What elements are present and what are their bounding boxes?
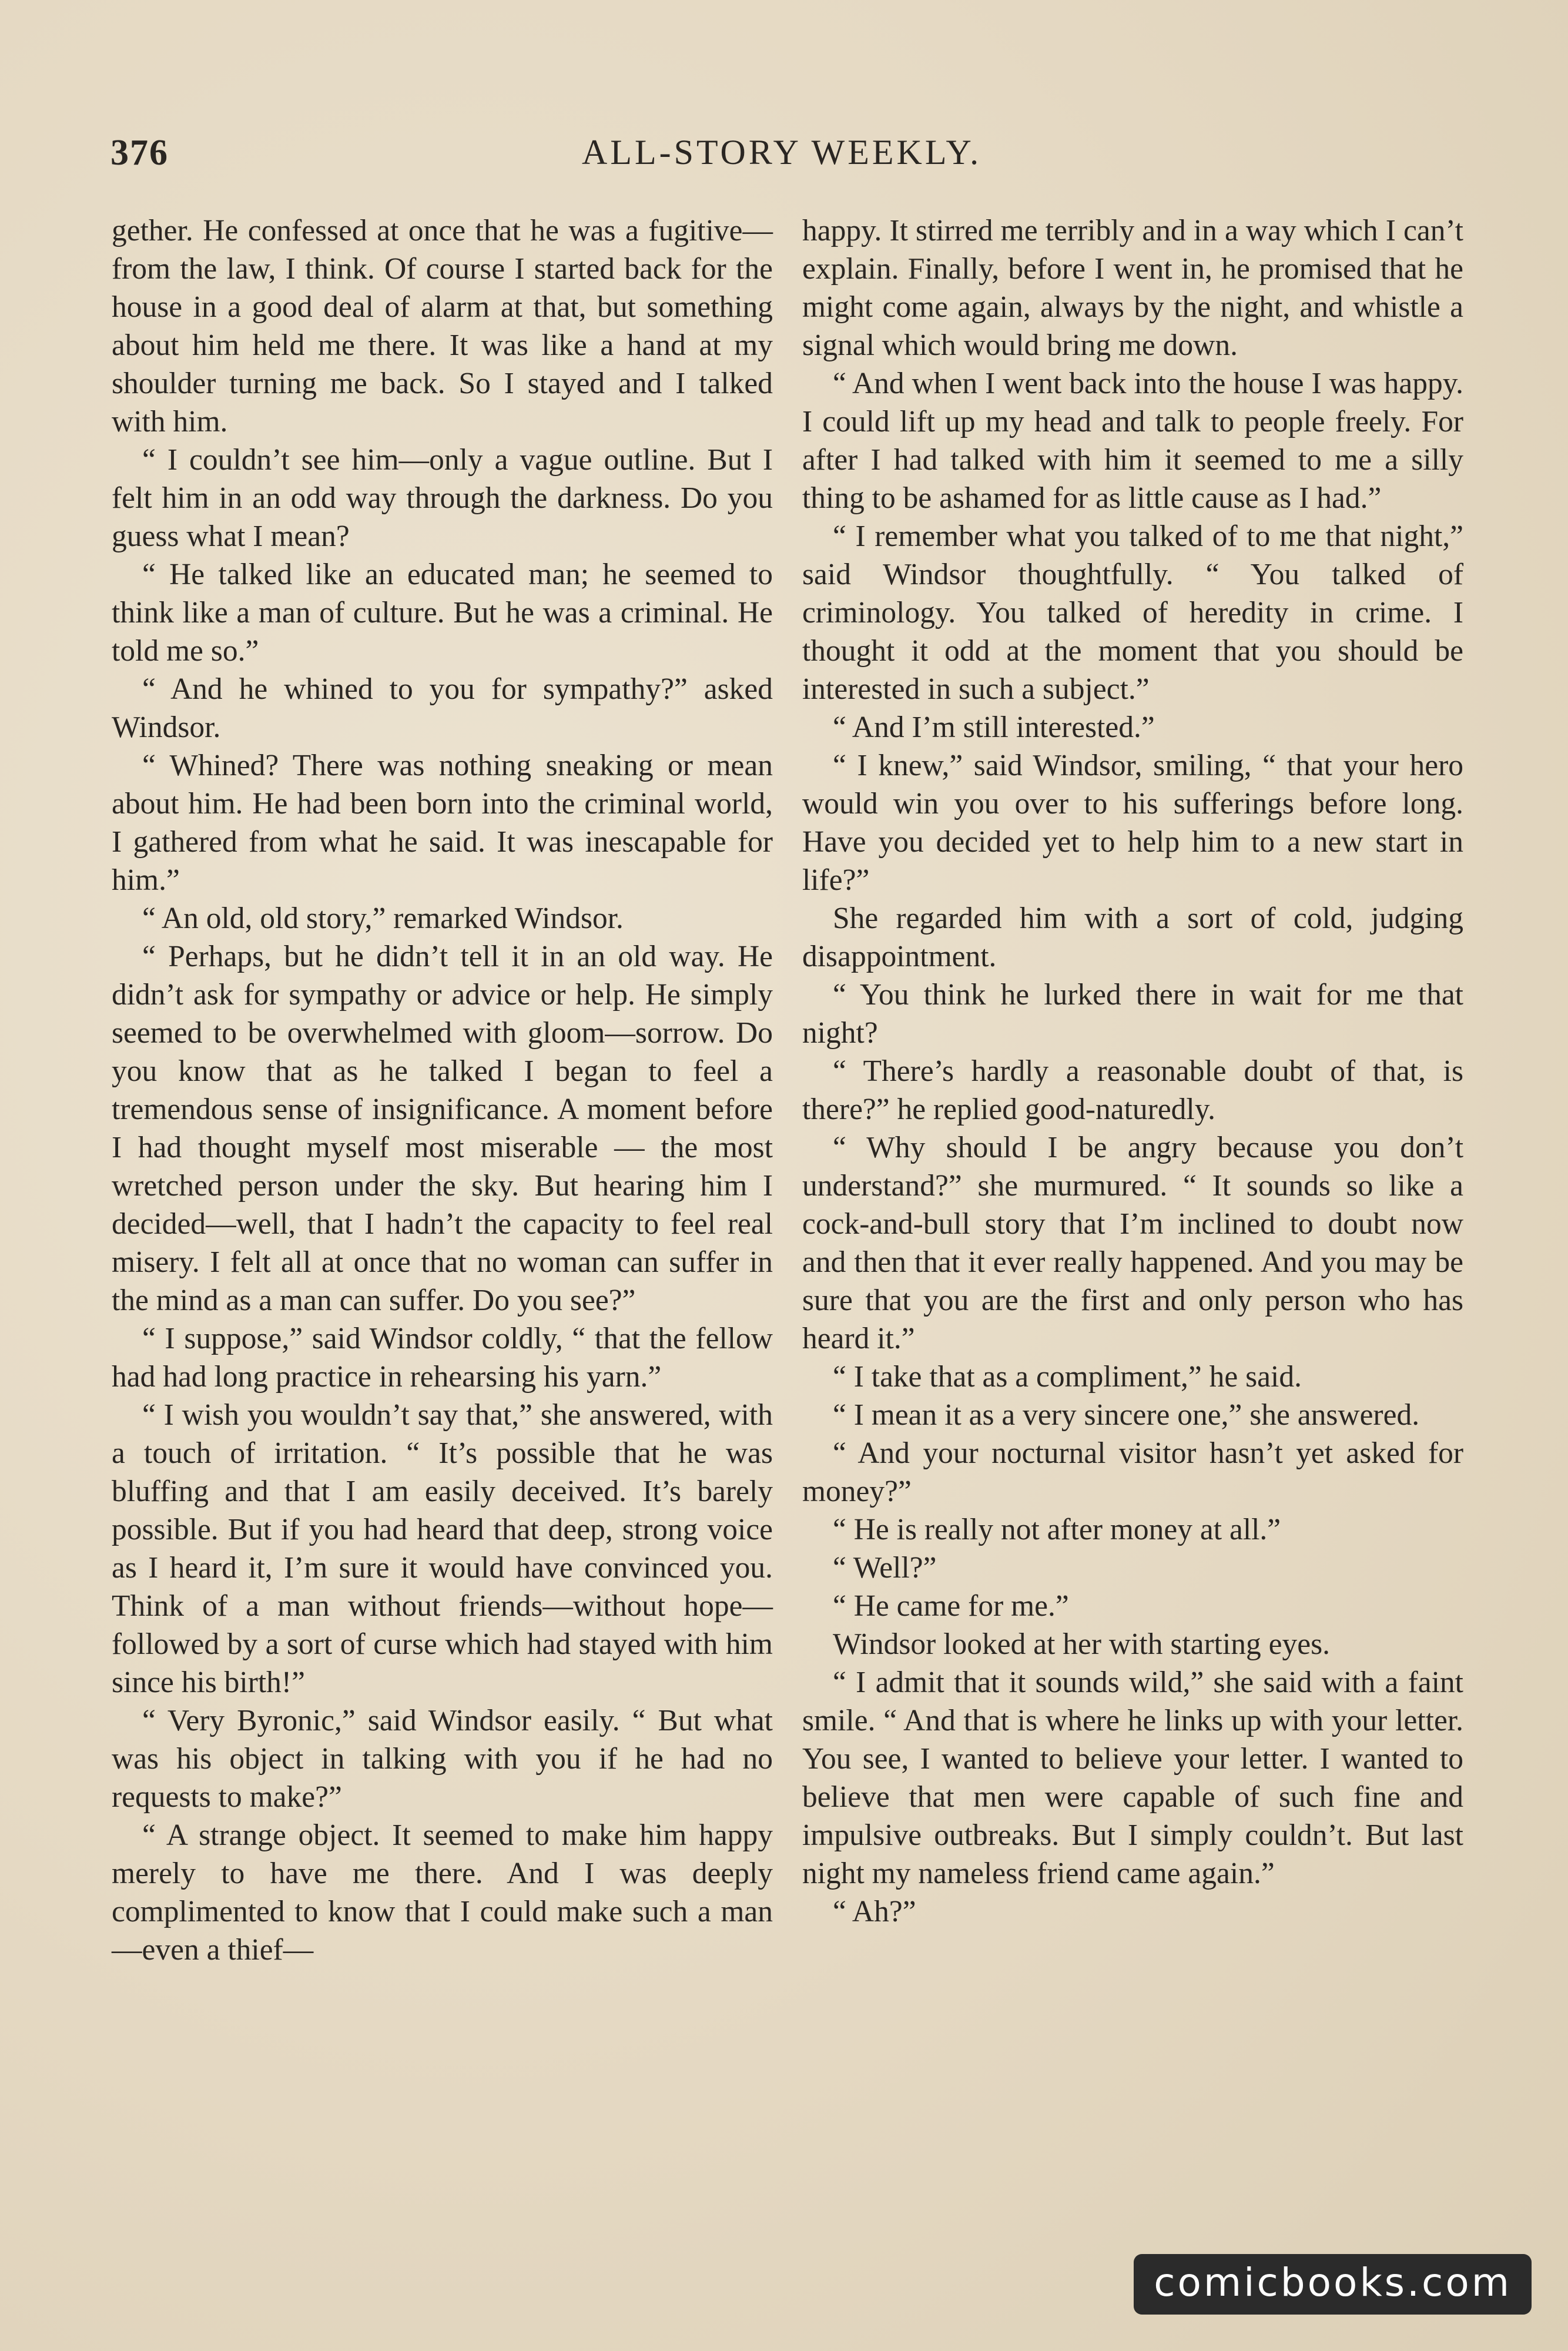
- paragraph: “ An old, old story,” remarked Windsor.: [142, 902, 624, 935]
- paragraph: “ He came for me.”: [833, 1589, 1069, 1623]
- paragraph: gether. He confessed at once that he was a fugitive—from the law, I think. Of course I started back for the house in a good deal of alarm at that, but something about him held me there. It was like a hand at my shoulder turning me back. So I stayed and I talked with him.: [112, 214, 773, 438]
- paragraph: “ He talked like an educated man; he seemed to think like a man of culture. But he was a criminal. He told me so.”: [112, 558, 773, 668]
- paragraph: “ There’s hardly a reasonable doubt of that, is there?” he replied good-naturedly.: [802, 1054, 1463, 1126]
- paragraph: “ I wish you wouldn’t say that,” she answered, with a touch of irritation. “ It’s possible that he was bluffing and that I am easily deceived. It’s barely possible. But if you had heard that deep, strong voice as I heard it, I’m sure it would have convinced you. Think of a man without friends—without hope—followed by a sort of curse which had stayed with him since his birth!”: [112, 1398, 773, 1699]
- paragraph: “ And I’m still interested.”: [833, 711, 1155, 744]
- paragraph: She regarded him with a sort of cold, judging disappointment.: [802, 902, 1463, 973]
- paragraph: “ I remember what you talked of to me that night,” said Windsor thoughtfully. “ You talked of criminology. You talked of heredity in crime. I thought it odd at the moment that you should be interested in such a subject.”: [802, 520, 1463, 706]
- paragraph: “ Whined? There was nothing sneaking or mean about him. He had been born into the criminal world, I gathered from what he said. It was inescapable for him.”: [112, 749, 773, 897]
- paragraph: “ I knew,” said Windsor, smiling, “ that your hero would win you over to his sufferings before long. Have you decided yet to help him to a new start in life?”: [802, 749, 1463, 897]
- paragraph: “ Very Byronic,” said Windsor easily. “ But what was his object in talking with you if he had no requests to make?”: [112, 1704, 773, 1814]
- paragraph: “ I suppose,” said Windsor coldly, “ that the fellow had had long practice in rehearsing his yarn.”: [112, 1322, 773, 1394]
- paragraph: “ Perhaps, but he didn’t tell it in an old way. He didn’t ask for sympathy or advice or help. He simply seemed to be overwhelmed with gloom—sorrow. Do you know that as he talked I began to feel a tremendous sense of insignificance. A moment before I had thought myself most miserable — the most wretched person under the sky. But hearing him I decided—well, that I hadn’t the capacity to feel real misery. I felt all at once that no woman can suffer in the mind as a man can suffer. Do you see?”: [112, 940, 773, 1317]
- paragraph: “ I mean it as a very sincere one,” she answered.: [833, 1398, 1420, 1432]
- paragraph: “ A strange object. It seemed to make him happy merely to have me there. And I was deeply complimented to know that I could make such a man—even a thief—: [112, 1818, 773, 1967]
- watermark-logo: comicbooks.com: [1134, 2254, 1532, 2315]
- paragraph: “ I admit that it sounds wild,” she said with a faint smile. “ And that is where he links up with your letter. You see, I wanted to believe your letter. I wanted to believe that men were capable of such fine and impulsive outbreaks. But I simply couldn’t. But last night my nameless friend came again.”: [802, 1666, 1463, 1890]
- paragraph: Windsor looked at her with starting eyes.: [833, 1627, 1331, 1661]
- left-text-column: [112, 212, 773, 1969]
- paragraph: “ Ah?”: [833, 1895, 916, 1928]
- paragraph: “ And when I went back into the house I was happy. I could lift up my head and talk to people freely. For after I had talked with him it seemed to me a silly thing to be ashamed for as little cause as I had.”: [802, 367, 1463, 515]
- right-text-column: [802, 212, 1463, 1931]
- paragraph: “ I couldn’t see him—only a vague outline. But I felt him in an odd way through the darkness. Do you guess what I mean?: [112, 443, 773, 553]
- paragraph: “ He is really not after money at all.”: [833, 1513, 1281, 1546]
- paragraph: “ You think he lurked there in wait for me that night?: [802, 978, 1463, 1050]
- page-header: [0, 132, 1568, 191]
- paragraph: “ Why should I be angry because you don’t understand?” she murmured. “ It sounds so like a cock-and-bull story that I’m inclined to doubt now and then that it ever really happened. And you may be sure that you are the first and only person who has heard it.”: [802, 1131, 1463, 1355]
- paragraph: “ And he whined to you for sympathy?” asked Windsor.: [112, 672, 773, 744]
- paragraph: “ And your nocturnal visitor hasn’t yet asked for money?”: [802, 1436, 1463, 1508]
- paragraph: “ I take that as a compliment,” he said.: [833, 1360, 1302, 1394]
- page-number: 376: [110, 133, 169, 173]
- paragraph: “ Well?”: [833, 1551, 937, 1585]
- paragraph: happy. It stirred me terribly and in a way which I can’t explain. Finally, before I went in, he promised that he might come again, always by the night, and whistle a signal which would bring me down.: [802, 214, 1463, 362]
- running-title: ALL-STORY WEEKLY.: [582, 133, 982, 172]
